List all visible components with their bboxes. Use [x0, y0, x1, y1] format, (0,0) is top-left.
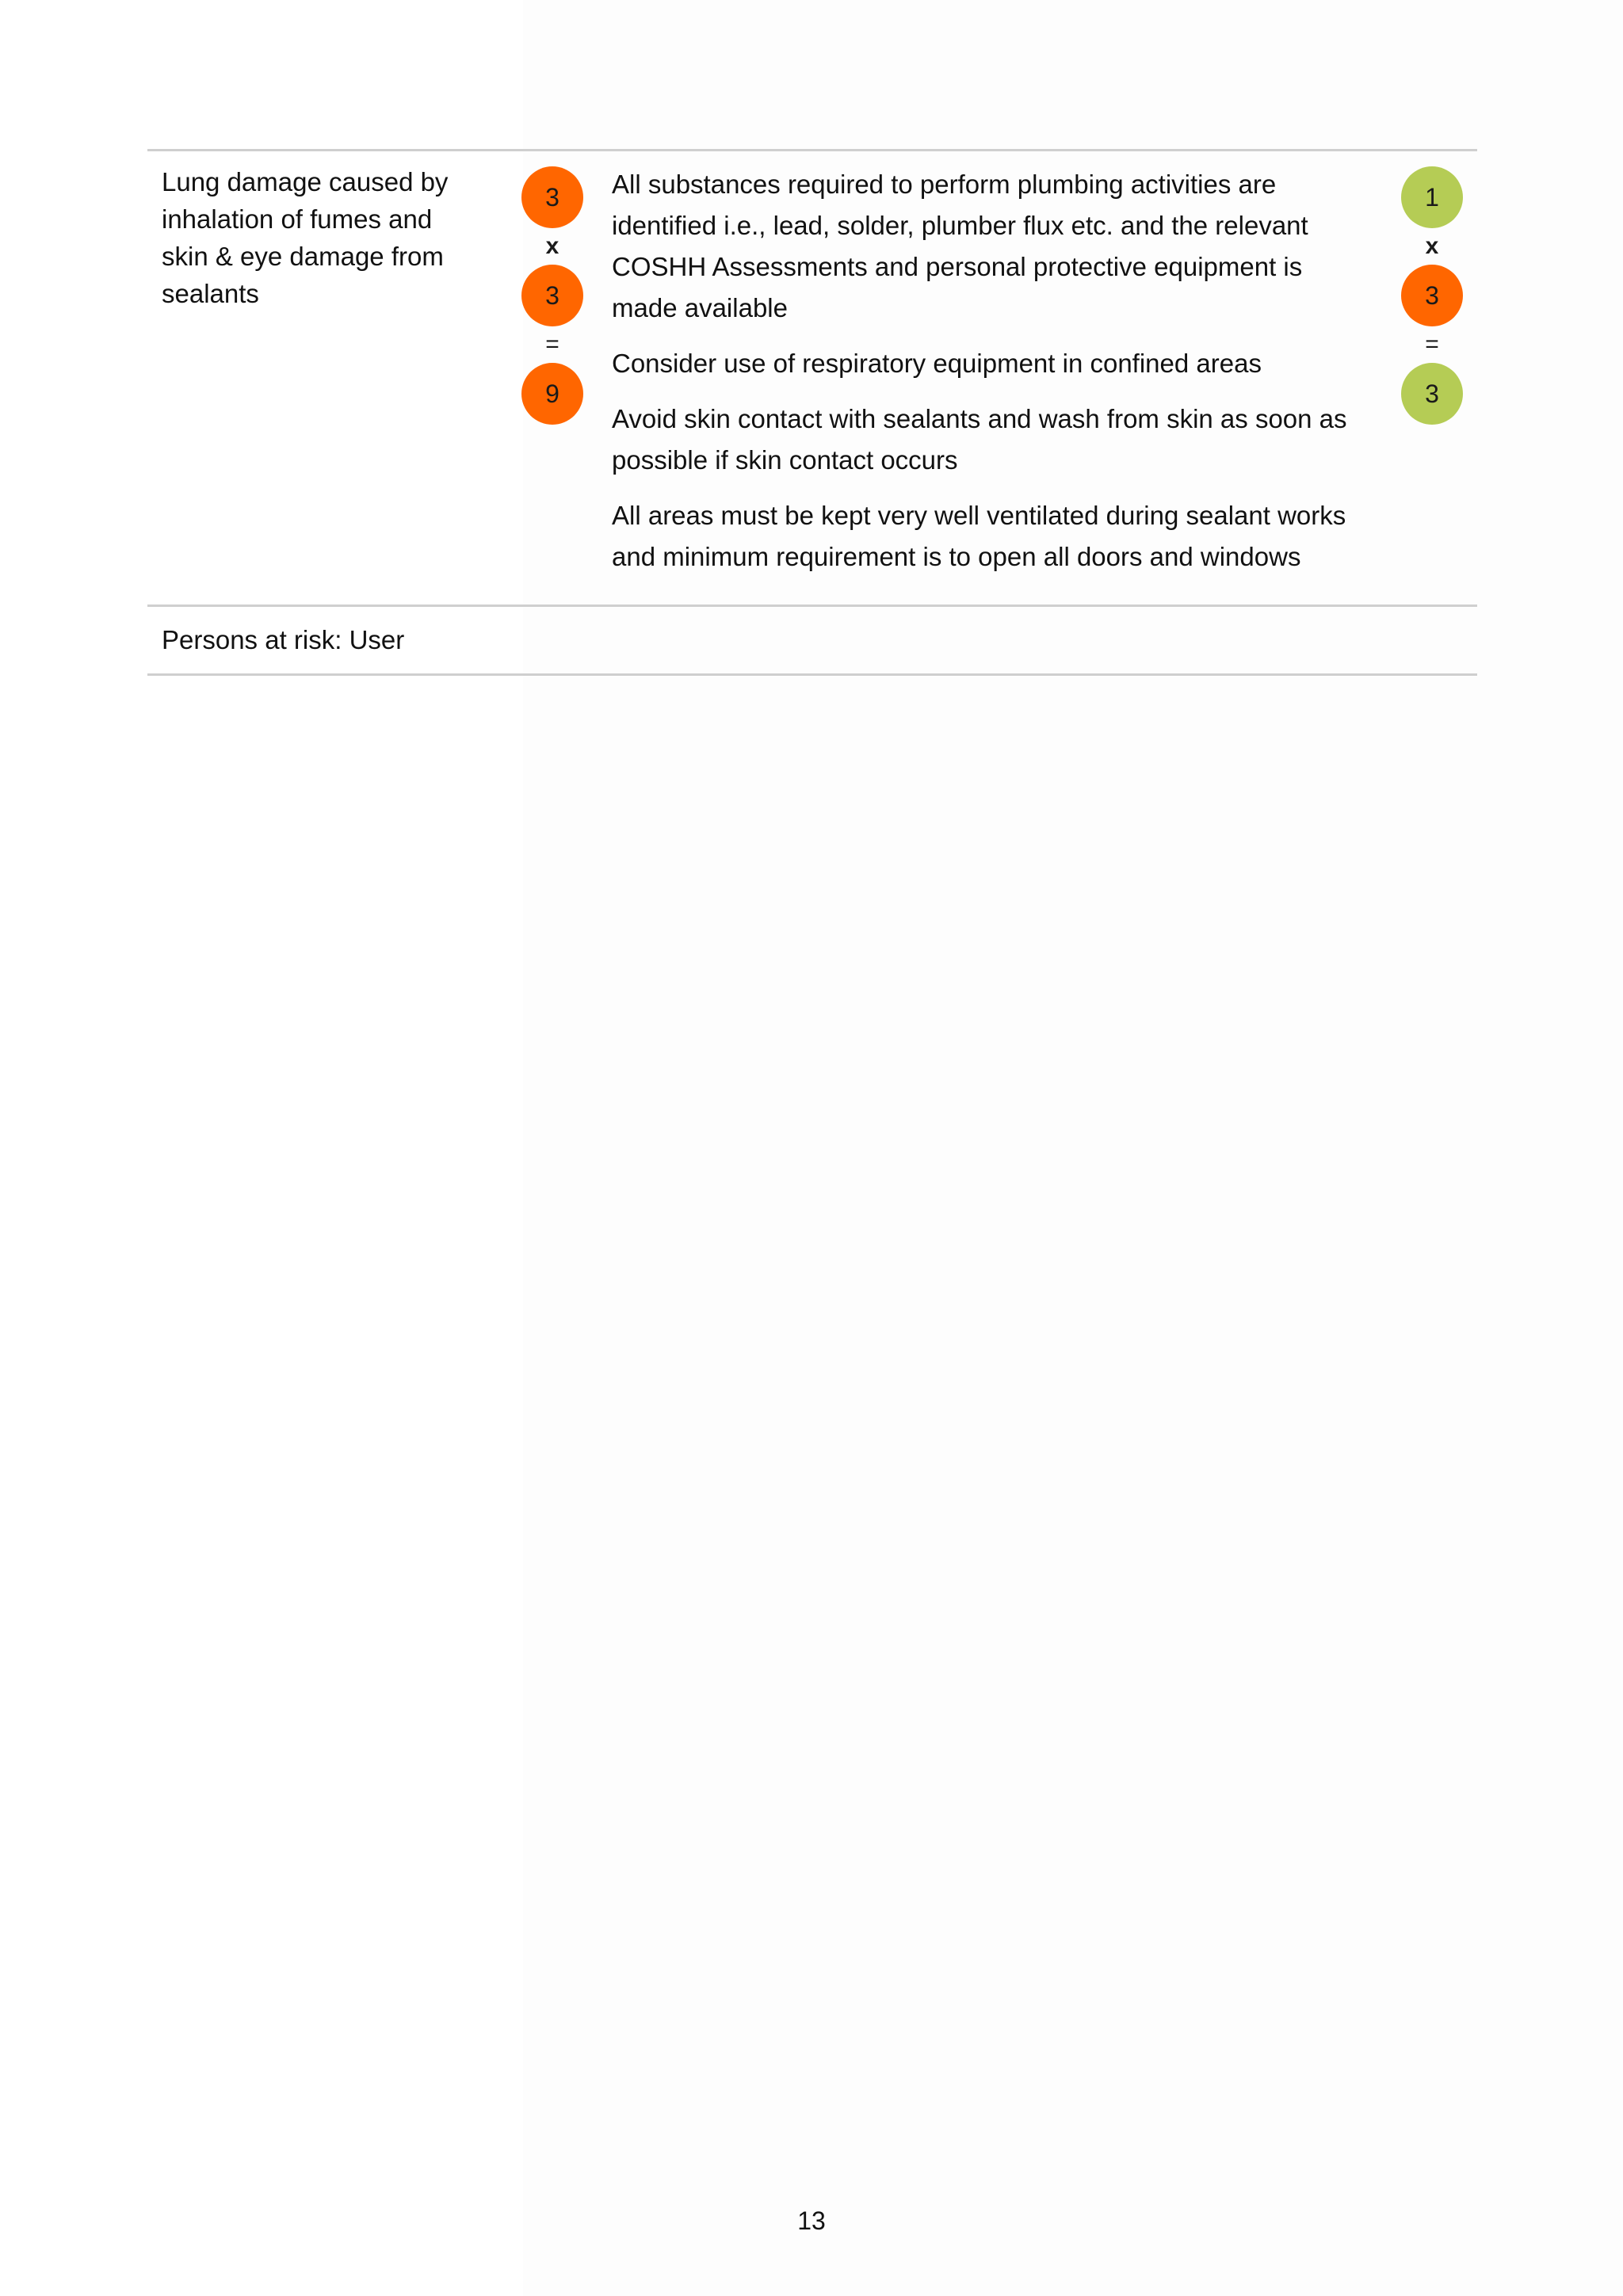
- initial-rating-badge: 9: [521, 363, 583, 425]
- initial-multiply-symbol: x: [545, 233, 559, 259]
- initial-likelihood-badge: 3: [521, 166, 583, 228]
- residual-multiply-symbol: x: [1425, 233, 1439, 259]
- hazard-line: inhalation of fumes and: [162, 204, 433, 234]
- initial-severity-badge: 3: [521, 265, 583, 326]
- residual-rating-badge: 3: [1401, 363, 1463, 425]
- control-line: and minimum requirement is to open all doors and windows: [612, 542, 1301, 571]
- table-middle-rule: [147, 605, 1477, 607]
- control-line: COSHH Assessments and personal protective equipment is: [612, 252, 1303, 281]
- table-bottom-rule: [147, 673, 1477, 676]
- persons-at-risk-label: Persons at risk:: [162, 625, 342, 654]
- control-line: Consider use of respiratory equipment in confined areas: [612, 349, 1262, 378]
- control-measure-paragraph: [612, 164, 1381, 329]
- control-line: Avoid skin contact with sealants and wash from skin as soon as: [612, 404, 1347, 433]
- control-line: made available: [612, 293, 788, 322]
- control-measure-paragraph: [612, 343, 1381, 384]
- residual-likelihood-badge: 1: [1401, 166, 1463, 228]
- persons-at-risk: [162, 623, 404, 658]
- initial-equals-symbol: =: [545, 331, 559, 357]
- hazard-line: sealants: [162, 279, 259, 308]
- hazard-description: [162, 163, 471, 312]
- control-line: identified i.e., lead, solder, plumber flux etc. and the relevant: [612, 211, 1308, 240]
- hazard-line: skin & eye damage from: [162, 242, 444, 271]
- control-measure-paragraph: [612, 495, 1381, 578]
- control-measure-paragraph: [612, 399, 1381, 481]
- persons-at-risk-value: User: [349, 625, 405, 654]
- page-number: 13: [797, 2206, 826, 2235]
- control-line: All areas must be kept very well ventilated during sealant works: [612, 501, 1346, 530]
- table-top-rule: [147, 149, 1477, 151]
- initial-risk-score: [521, 166, 584, 425]
- hazard-line: Lung damage caused by: [162, 167, 449, 196]
- residual-severity-badge: 3: [1401, 265, 1463, 326]
- residual-risk-score: [1400, 166, 1464, 425]
- control-measures: [612, 164, 1381, 592]
- page-left-area: [0, 0, 523, 2296]
- control-line: All substances required to perform plumbing activities are: [612, 170, 1277, 199]
- control-line: possible if skin contact occurs: [612, 445, 958, 475]
- residual-equals-symbol: =: [1425, 331, 1439, 357]
